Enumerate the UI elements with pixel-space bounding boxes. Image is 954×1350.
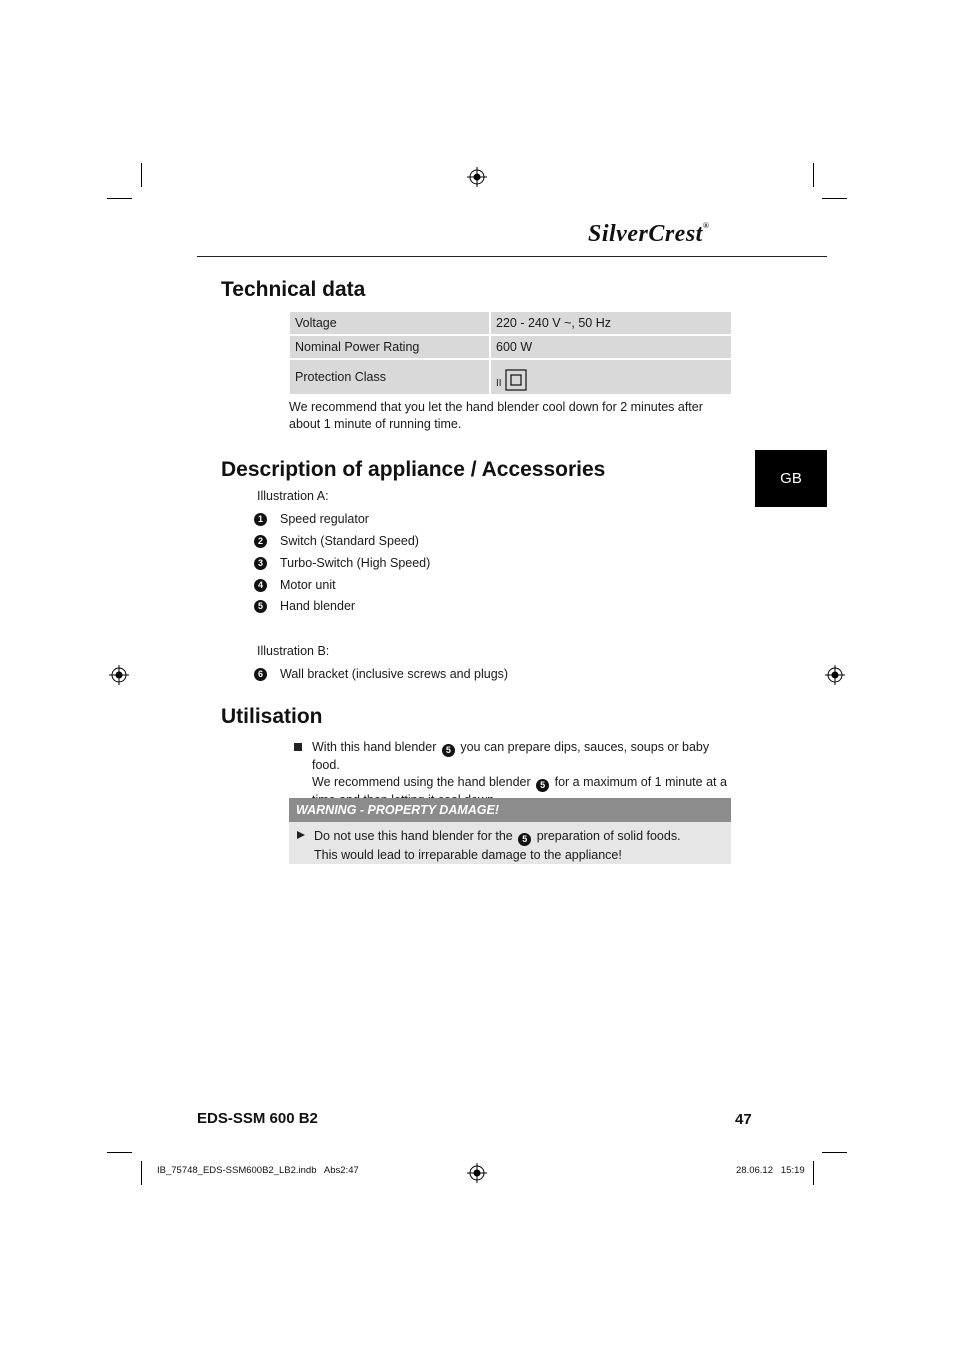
brand-name: SilverCrest (588, 221, 703, 247)
number-badge: 2 (254, 535, 267, 548)
technical-note: We recommend that you let the hand blender cool down for 2 minutes after about 1 minute of running time. (289, 400, 703, 431)
list-item-label: Speed regulator (280, 512, 369, 526)
text-fragment: you can prepare dips, sauces, soups or baby food. (312, 740, 710, 772)
list-item-label: Wall bracket (inclusive screws and plugs) (280, 667, 509, 681)
text-fragment: With this hand blender (312, 740, 437, 754)
list-item (254, 667, 508, 681)
crop-mark (107, 198, 132, 199)
number-badge: 5 (518, 833, 531, 846)
crop-mark (141, 1161, 142, 1185)
list-item-label: Motor unit (280, 578, 336, 592)
text-fragment: for a maximum of 1 minute at a (554, 775, 727, 789)
arrow-right-icon (297, 831, 305, 839)
number-badge: 6 (254, 668, 267, 681)
table-cell-label: Nominal Power Rating (290, 336, 489, 358)
text-fragment: We recommend using the hand blender (312, 775, 531, 789)
illustration-a-label: Illustration A: (257, 489, 329, 503)
list-item-label: Hand blender (280, 599, 356, 613)
list-item (254, 534, 419, 548)
description-heading: Description of appliance / Accessories (221, 458, 606, 481)
text-fragment: This would lead to irreparable damage to the appliance! (314, 847, 622, 862)
list-item (254, 556, 430, 570)
number-badge: 5 (254, 600, 267, 613)
page-number: 47 (735, 1111, 752, 1128)
list-item-label: Switch (Standard Speed) (280, 534, 419, 548)
language-tab-label: GB (780, 470, 802, 487)
number-badge: 3 (254, 557, 267, 570)
number-badge: 5 (442, 744, 455, 757)
crop-mark (822, 1152, 847, 1153)
footer-model: EDS-SSM 600 B2 (197, 1110, 318, 1127)
print-slug-date: 28.06.12 15:19 (736, 1165, 805, 1176)
registration-mark-icon (825, 665, 845, 685)
table-cell-value: 220 - 240 V ~, 50 Hz (491, 312, 731, 334)
crop-mark (822, 198, 847, 199)
technical-data-heading: Technical data (221, 278, 366, 301)
text-fragment: Do not use this hand blender for the (314, 829, 513, 843)
crop-mark (813, 1161, 814, 1185)
text-fragment: preparation of solid foods. (536, 829, 681, 843)
table-cell-value (491, 360, 731, 394)
table-cell-label: Protection Class (290, 360, 489, 394)
table-cell-label: Voltage (290, 312, 489, 334)
table-row (290, 360, 731, 394)
table-row (290, 336, 731, 358)
bullet-square-icon (294, 743, 302, 751)
technical-data-table (290, 312, 731, 396)
language-tab (755, 450, 827, 507)
list-item (254, 578, 336, 592)
utilisation-heading: Utilisation (221, 705, 323, 728)
illustration-b-label: Illustration B: (257, 644, 330, 658)
registration-mark-icon (467, 1163, 487, 1183)
list-item-label: Turbo-Switch (High Speed) (280, 556, 431, 570)
warning-text (314, 827, 724, 864)
number-badge: 4 (254, 579, 267, 592)
protection-class-text: II (496, 378, 502, 389)
registered-mark: ® (702, 221, 710, 230)
warning-header (289, 798, 731, 822)
crop-mark (813, 163, 814, 187)
header-rule (197, 256, 827, 257)
table-cell-value: 600 W (491, 336, 731, 358)
list-item (254, 512, 369, 526)
number-badge: 5 (536, 779, 549, 792)
table-row (290, 312, 731, 334)
number-badge: 1 (254, 513, 267, 526)
crop-mark (141, 163, 142, 187)
print-slug-file: IB_75748_EDS-SSM600B2_LB2.indb Abs2:47 (157, 1165, 359, 1176)
registration-mark-icon (467, 167, 487, 187)
crop-mark (107, 1152, 132, 1153)
double-insulation-icon (505, 369, 527, 391)
list-item (254, 599, 355, 613)
registration-mark-icon (109, 665, 129, 685)
warning-title: WARNING - PROPERTY DAMAGE! (296, 803, 500, 817)
brand-logo (588, 221, 709, 248)
